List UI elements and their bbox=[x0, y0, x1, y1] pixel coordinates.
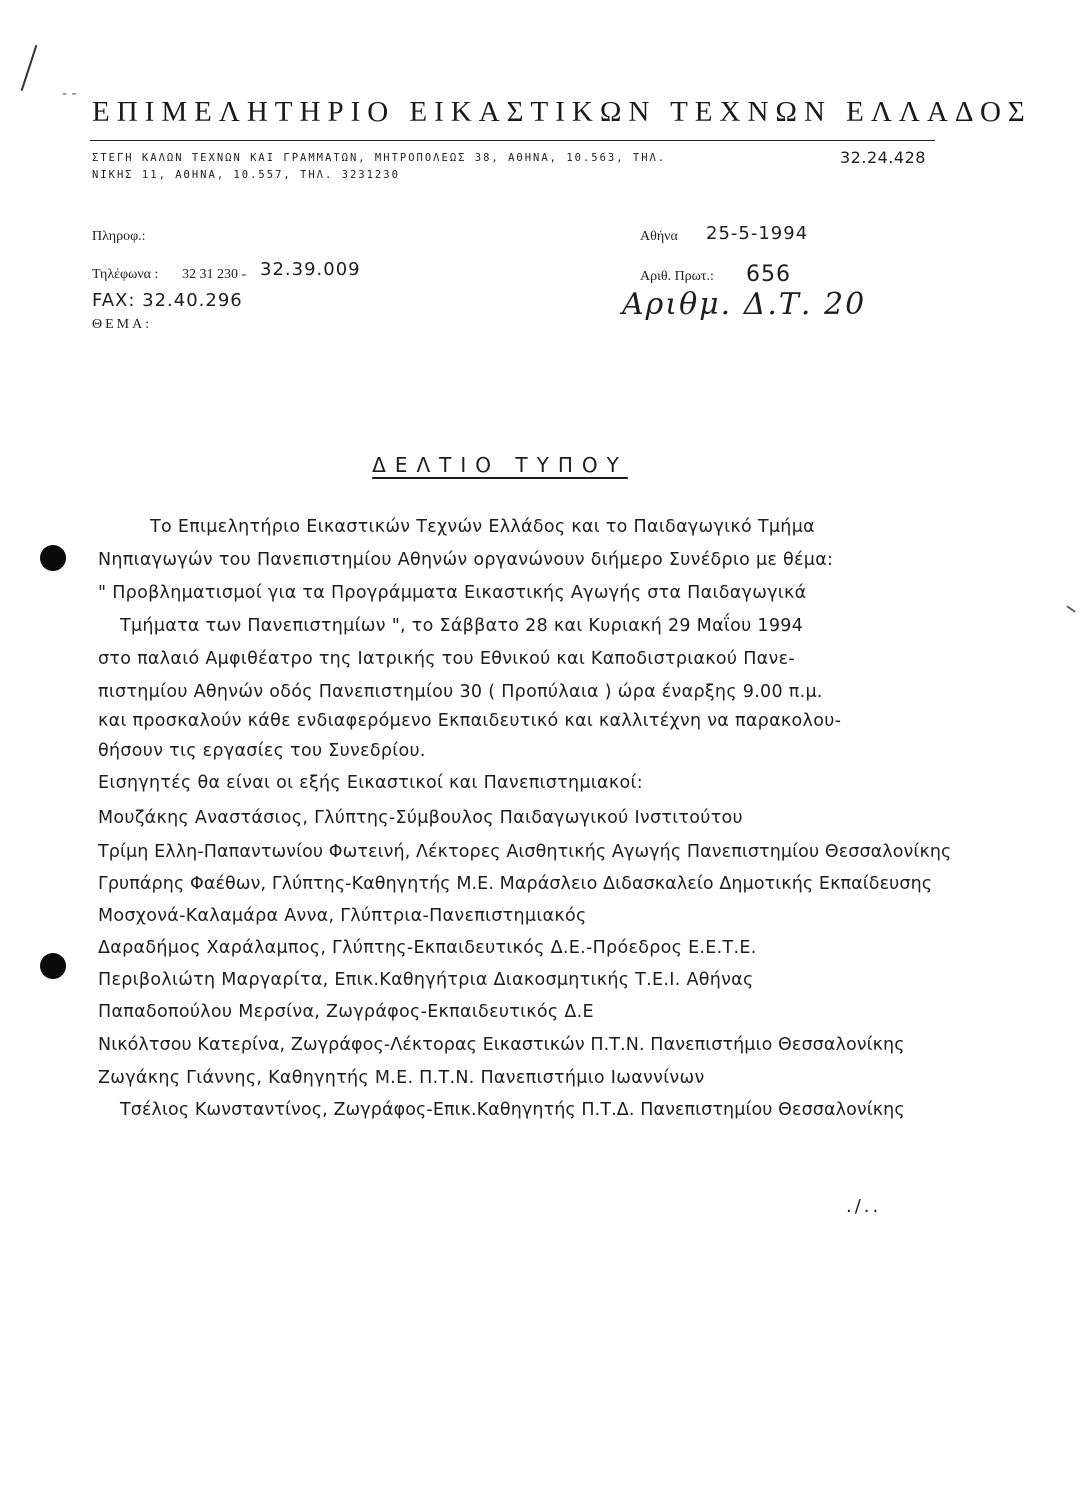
protocol-label: Αριθ. Πρωτ.: bbox=[640, 269, 714, 284]
pen-tick-mark bbox=[1066, 605, 1075, 612]
document-title: ΔΕΛΤΙΟ ΤΥΠΟΥ bbox=[372, 453, 628, 477]
speaker-item: Περιβολιώτη Μαργαρίτα, Επικ.Καθηγήτρια Διακοσμητικής Τ.Ε.Ι. Αθήνας bbox=[98, 970, 754, 990]
address-line-2: ΝΙΚΗΣ 11, ΑΘΗΝΑ, 10.557, ΤΗΛ. 3231230 bbox=[92, 169, 400, 181]
phones-value: 32 31 230 - bbox=[182, 267, 247, 282]
fax-number: FAX: 32.40.296 bbox=[92, 290, 243, 311]
speaker-item: Γρυπάρης Φαέθων, Γλύπτης-Καθηγητής Μ.Ε. Μαράσλειο Διδασκαλείο Δημοτικής Εκπαίδευσης bbox=[98, 874, 933, 894]
protocol-value: 656 bbox=[746, 262, 791, 287]
continued-marker: ./.. bbox=[846, 1196, 882, 1217]
speaker-item: Τρίμη Ελλη-Παπαντωνίου Φωτεινή, Λέκτορες Αισθητικής Αγωγής Πανεπιστημίου Θεσσαλονίκης bbox=[98, 842, 952, 862]
phones-handwritten: 32.39.009 bbox=[260, 259, 361, 280]
body-line: και προσκαλούν κάθε ενδιαφερόμενο Εκπαιδευτικό και καλλιτέχνη να παρακολου- bbox=[98, 711, 842, 731]
letterhead-rule bbox=[90, 140, 935, 141]
date-label: Αθήνα bbox=[640, 229, 678, 244]
body-line: Τμήματα των Πανεπιστημίων ", το Σάββατο 28 και Κυριακή 29 Μαΐου 1994 bbox=[120, 616, 804, 636]
date-value: 25-5-1994 bbox=[706, 223, 809, 244]
body-line: στο παλαιό Αμφιθέατρο της Ιατρικής του Εθνικού και Καποδιστριακού Πανε- bbox=[98, 649, 795, 669]
body-line: Το Επιμελητήριο Εικαστικών Τεχνών Ελλάδος και το Παιδαγωγικό Τμήμα bbox=[150, 517, 815, 537]
punch-hole-bottom bbox=[40, 953, 66, 979]
speakers-intro: Εισηγητές θα είναι οι εξής Εικαστικοί και Πανεπιστημιακοί: bbox=[98, 773, 643, 793]
address-line-1-phone: 32.24.428 bbox=[840, 148, 926, 167]
punch-hole-top bbox=[40, 545, 66, 571]
body-line: Νηπιαγωγών του Πανεπιστημίου Αθηνών οργανώνουν διήμερο Συνέδριο με θέμα: bbox=[98, 550, 834, 570]
phones-label: Τηλέφωνα : bbox=[92, 267, 159, 282]
address-line-1: ΣΤΕΓΗ ΚΑΛΩΝ ΤΕΧΝΩΝ ΚΑΙ ΓΡΑΜΜΑΤΩΝ, ΜΗΤΡΟΠΟΛΕΩΣ 38, ΑΘΗΝΑ, 10.563, ΤΗΛ. bbox=[92, 152, 667, 164]
body-line: πιστημίου Αθηνών οδός Πανεπιστημίου 30 ( Προπύλαια ) ώρα έναρξης 9.00 π.μ. bbox=[98, 682, 823, 702]
speaker-item: Μουζάκης Αναστάσιος, Γλύπτης-Σύμβουλος Παιδαγωγικού Ινστιτούτου bbox=[98, 808, 743, 828]
speaker-item: Ζωγάκης Γιάννης, Καθηγητής Μ.Ε. Π.Τ.Ν. Πανεπιστήμιο Ιωαννίνων bbox=[98, 1068, 705, 1088]
body-line: θήσουν τις εργασίες του Συνεδρίου. bbox=[98, 741, 426, 761]
subject-label: ΘΕΜΑ: bbox=[92, 317, 153, 332]
letterhead-title: ΕΠΙΜΕΛΗΤΗΡΙΟ ΕΙΚΑΣΤΙΚΩΝ ΤΕΧΝΩΝ ΕΛΛΑΔΟΣ bbox=[92, 96, 1032, 128]
body-line: " Προβληματισμοί για τα Προγράμματα Εικαστικής Αγωγής στα Παιδαγωγικά bbox=[98, 583, 807, 603]
speaker-item: Νικόλτσου Κατερίνα, Ζωγράφος-Λέκτορας Εικαστικών Π.Τ.Ν. Πανεπιστήμιο Θεσσαλονίκης bbox=[98, 1035, 905, 1055]
info-label: Πληροφ.: bbox=[92, 229, 146, 244]
speaker-item: Τσέλιος Κωνσταντίνος, Ζωγράφος-Επικ.Καθηγητής Π.Τ.Δ. Πανεπιστημίου Θεσσαλονίκης bbox=[120, 1100, 905, 1120]
speaker-item: Μοσχονά-Καλαμάρα Αννα, Γλύπτρια-Πανεπιστημιακός bbox=[98, 906, 587, 926]
handwritten-reference: Αριθμ. Δ.Τ. 20 bbox=[622, 287, 867, 322]
speaker-item: Δαραδήμος Χαράλαμπος, Γλύπτης-Εκπαιδευτικός Δ.Ε.-Πρόεδρος Ε.Ε.Τ.Ε. bbox=[98, 938, 757, 958]
pen-mark-dashes: - - bbox=[62, 86, 77, 102]
speaker-item: Παπαδοπούλου Μερσίνα, Ζωγράφος-Εκπαιδευτικός Δ.Ε bbox=[98, 1002, 594, 1022]
pen-mark bbox=[21, 45, 38, 91]
